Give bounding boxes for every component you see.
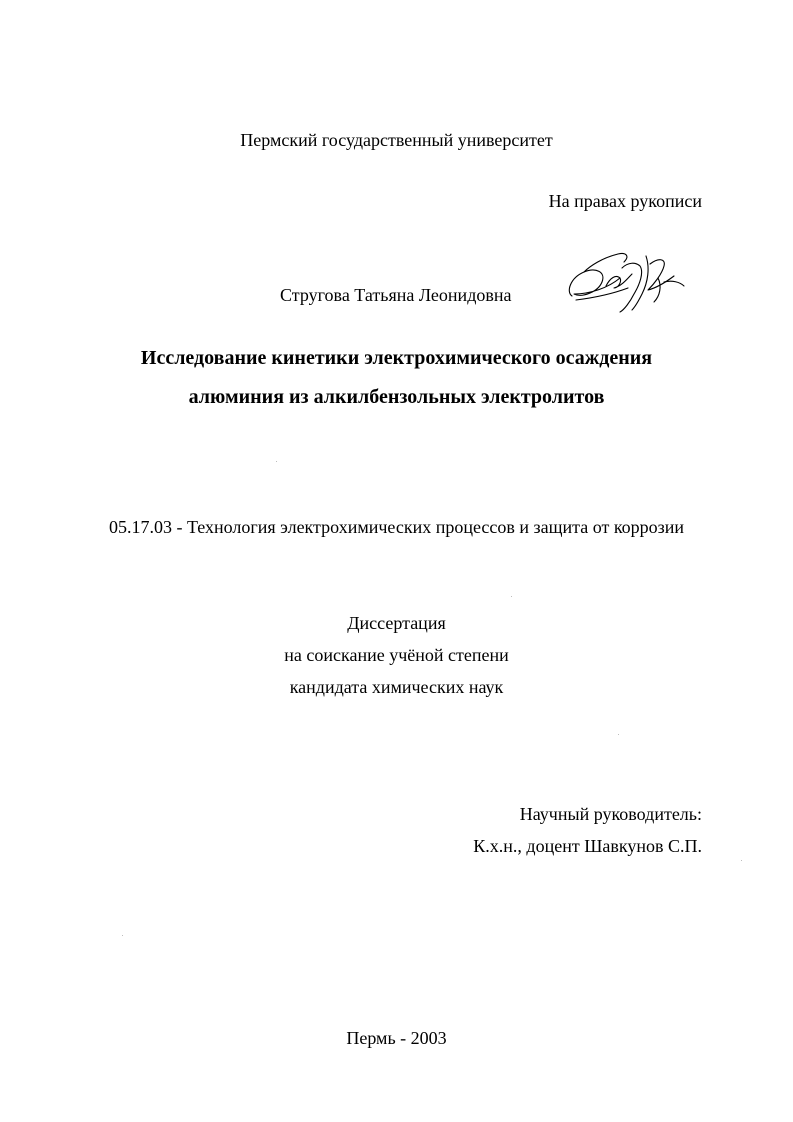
degree-line-2: на соискание учёной степени xyxy=(284,645,509,665)
degree-line-3: кандидата химических наук xyxy=(289,677,504,697)
degree-line-1: Диссертация xyxy=(347,613,446,633)
scan-speck xyxy=(511,596,512,597)
scan-speck xyxy=(276,461,277,462)
specialty-code: 05.17.03 - Технология электрохимических процессов и защита от коррозии xyxy=(108,517,685,537)
dissertation-title-line-2: алюминия из алкилбензольных электролитов xyxy=(188,386,605,408)
handwritten-signature-icon xyxy=(562,248,692,318)
author-name: Стругова Татьяна Леонидовна xyxy=(280,285,512,305)
manuscript-note: На правах рукописи xyxy=(548,191,702,211)
scan-speck xyxy=(618,734,619,735)
advisor-name: К.х.н., доцент Шавкунов С.П. xyxy=(473,836,702,856)
university-name: Пермский государственный университет xyxy=(240,130,553,150)
advisor-label: Научный руководитель: xyxy=(519,804,702,824)
scan-speck xyxy=(741,860,742,861)
dissertation-title-line-1: Исследование кинетики электрохимического осаждения xyxy=(140,347,653,369)
city-year: Пермь - 2003 xyxy=(346,1028,447,1048)
scan-speck xyxy=(122,935,123,936)
